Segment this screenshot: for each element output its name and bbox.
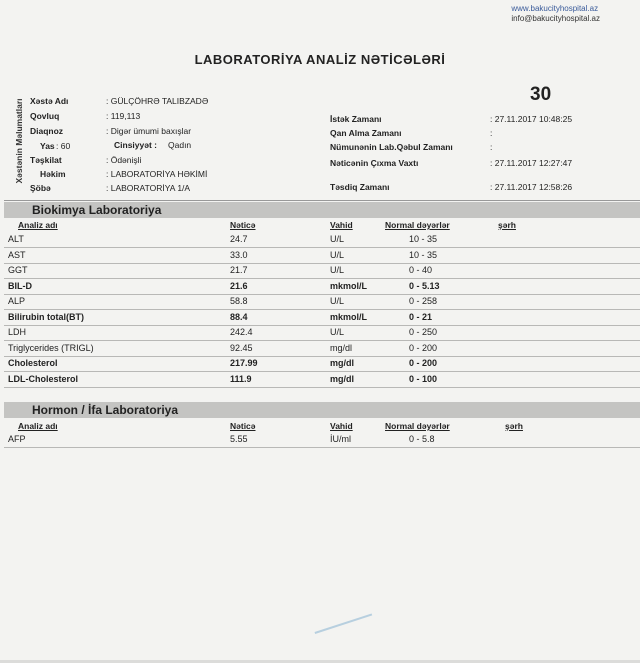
table-row [4,263,640,279]
qan-alma-label: Qan Alma Zamanı [330,128,402,138]
reference-range: 0 - 258 [409,296,438,306]
divider [4,200,640,201]
unit-value: U/L [330,265,345,275]
table-row [4,432,640,448]
table-row [4,232,640,248]
hekim-label: Həkim [40,169,66,179]
analysis-name: LDH [8,327,27,337]
result-value: 21.7 [230,265,248,275]
analysis-name: GGT [8,265,28,275]
table-row [4,356,640,372]
reference-range: 0 - 200 [409,358,438,368]
istek-value: : 27.11.2017 10:48:25 [490,114,573,124]
table-row [4,248,640,264]
tesdiq-label: Təsdiq Zamanı [330,182,390,192]
col-header-name: Analiz adı [18,421,58,431]
teskilat-label: Təşkilat [30,155,62,165]
unit-value: mg/dl [330,373,354,384]
result-value: 58.8 [230,296,248,306]
table-row [4,372,640,388]
qovluq-value: : 119,113 [106,111,141,121]
col-header-ref: Normal dəyərlər [385,421,450,431]
patient-name-value: : GÜLÇÖHRƏ TALIBZADƏ [106,96,209,106]
analysis-name: LDL-Cholesterol [8,373,79,384]
result-value: 88.4 [230,311,248,322]
unit-value: U/L [330,249,345,260]
report-title: LABORATORİYA ANALİZ NƏTİCƏLƏRİ [194,52,446,67]
unit-value: mg/dl [330,358,354,368]
unit-value: mkmol/L [330,280,368,291]
result-value: 33.0 [230,249,248,260]
istek-label: İstək Zamanı [330,114,382,124]
table-row [4,294,640,310]
table-row [4,310,640,326]
table-row [4,341,640,357]
result-value: 21.6 [230,280,248,291]
report-number: 30 [530,84,552,105]
col-header-result: Nəticə [230,421,256,431]
analysis-name: Triglycerides (TRIGL) [8,342,94,353]
teskilat-value: : Ödənişli [106,155,142,165]
biochem-section-header [4,202,640,218]
cins-label: Cinsiyyət : [114,140,157,150]
reference-range: 0 - 250 [409,327,438,337]
numune-label: Nümunənin Lab.Qəbul Zamanı [330,142,453,152]
numune-value: : [490,142,493,152]
diaqnoz-value: : Digər ümumi baxışlar [106,126,192,136]
yas-value: : 60 [56,141,71,151]
hospital-email[interactable]: info@bakucityhospital.az [511,14,600,23]
result-value: 5.55 [230,434,248,444]
result-value: 217.99 [230,358,258,368]
unit-value: U/L [330,327,345,337]
patient-info-side-label: Xəstənin Məlumatları [14,98,24,184]
analysis-name: ALT [8,234,24,244]
analysis-name: AST [8,249,26,260]
biochem-section-title: Biokimya Laboratoriya [32,203,162,217]
qovluq-label: Qovluq [30,111,60,121]
reference-range: 0 - 5.8 [409,434,435,444]
hekim-value: : LABORATORİYA HƏKİMİ [106,169,208,179]
reference-range: 0 - 40 [409,265,433,275]
analysis-name: ALP [8,296,26,306]
result-value: 242.4 [230,327,253,337]
hospital-contact [511,4,600,24]
tesdiq-value: : 27.11.2017 12:58:26 [490,182,573,192]
cins-value: Qadın [168,140,192,150]
unit-value: U/L [330,296,345,306]
col-header-ref: Normal dəyərlər [385,220,450,230]
patient-name-label: Xəstə Adı [30,96,69,106]
netice-value: : 27.11.2017 12:27:47 [490,158,573,168]
unit-value: İU/ml [330,434,351,444]
yas-label: Yas [40,141,55,151]
col-header-name: Analiz adı [18,220,58,230]
analysis-name: Bilirubin total(BT) [8,311,84,322]
col-header-result: Nəticə [230,220,256,230]
col-header-unit: Vahid [330,220,353,230]
hospital-website[interactable]: www.bakucityhospital.az [511,4,599,13]
result-value: 111.9 [230,373,252,384]
reference-range: 0 - 21 [409,311,433,322]
analysis-name: AFP [8,434,26,444]
sobe-value: : LABORATORİYA 1/A [106,183,191,193]
qan-alma-value: : [490,128,493,138]
netice-label: Nəticənin Çıxma Vaxtı [330,158,419,168]
result-value: 92.45 [230,342,253,353]
reference-range: 0 - 100 [409,373,438,384]
reference-range: 10 - 35 [409,249,438,260]
sobe-label: Şöbə [30,183,51,193]
result-value: 24.7 [230,234,248,244]
table-row [4,279,640,295]
unit-value: U/L [330,234,345,244]
reference-range: 0 - 5.13 [409,280,440,291]
table-row [4,325,640,341]
reference-range: 0 - 200 [409,342,438,353]
unit-value: mg/dl [330,342,353,353]
col-header-comment: şərh [505,421,523,431]
unit-value: mkmol/L [330,311,368,322]
analysis-name: Cholesterol [8,358,58,368]
hormon-section-header [4,402,640,418]
patient-info [30,96,310,196]
col-header-unit: Vahid [330,421,353,431]
analysis-name: BIL-D [8,280,32,291]
reference-range: 10 - 35 [409,234,438,244]
hormon-section-title: Hormon / İfa Laboratoriya [32,403,179,417]
col-header-comment: şərh [498,220,516,230]
time-info [330,114,630,194]
diaqnoz-label: Diaqnoz [30,126,64,136]
stamp-fragment [315,614,382,663]
